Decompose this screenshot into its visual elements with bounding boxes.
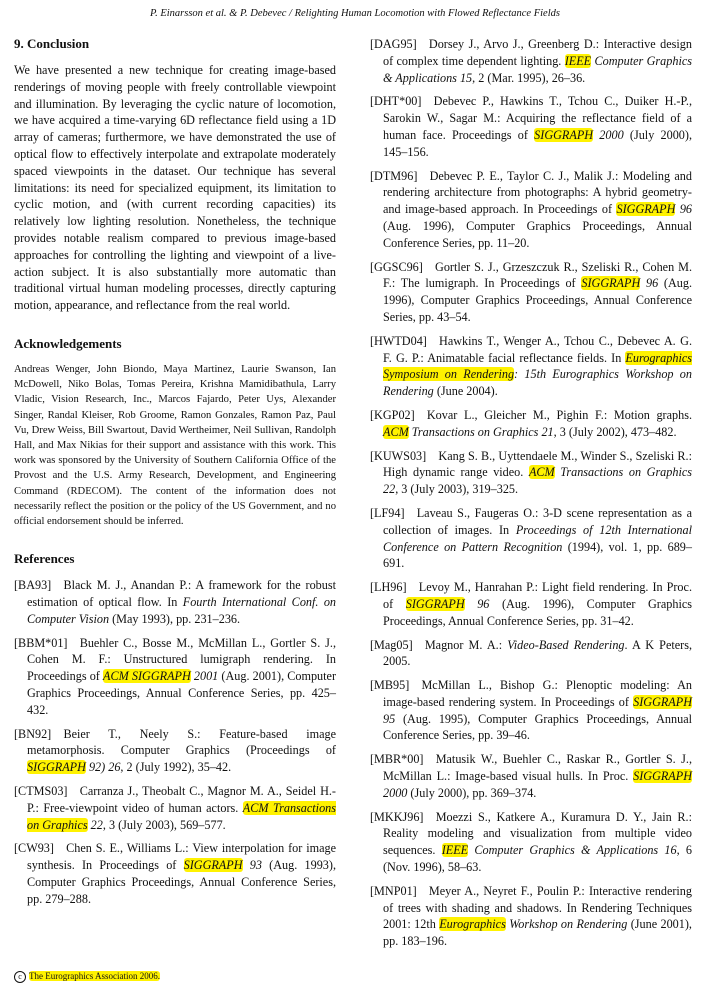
reference-details: (June 2001), pp. 183–196. [383, 917, 692, 949]
highlighted-venue: SIGGRAPH [633, 769, 692, 784]
reference-text: Laveau S., Faugeras O.: 3-D scene representation as a collection of images. In [383, 505, 692, 537]
reference-list-left [14, 577, 336, 907]
reference-details: (June 2004). [433, 384, 498, 399]
reference-entry [370, 407, 692, 441]
reference-key: [MKKJ96] [370, 809, 424, 824]
reference-key: [KUWS03] [370, 448, 427, 463]
right-column [370, 36, 692, 957]
left-column [14, 36, 336, 915]
reference-venue: Transactions on Graphics 21 [408, 424, 554, 439]
reference-details: (Aug. 1995), Computer Graphics Proceedings, Annual Conference Series, pp. 39–46. [383, 711, 692, 743]
reference-venue: 96 [675, 202, 693, 217]
highlighted-venue: ACM Transactions on Graphics [27, 800, 336, 832]
references-heading: References [14, 551, 75, 567]
acknowledgements-text: Andreas Wenger, John Biondo, Maya Martinez, Laurie Swanson, Ian McDowell, Niko Bolas, Tomas Pereira, Krishna Mamidibathula, Larry Vladic, Vision Research, Inc., Marcos Fajardo, Peter Uys, Alexander Singer, Randal Kleiser, Rob Groome, Ramon Gonzales, Ramon Paz, Paul Vu, Drew Weiss, Bill Swartout, David Wertheimer, Neil Sullivan, Randolph Hall, and Max Nikias for their support and assistance with this work. This work was sponsored by the University of Southern California Office of the Provost and the U.S. Army Research, Development, and Engineering Command (RDECOM). The content of the information does not necessarily reflect the position or the policy of the US Government, and no official endorsement should be inferred. [14, 363, 336, 527]
reference-text: Carranza J., Theobalt C., Magnor M. A., Seidel H.-P.: Free-viewpoint video of human actors. [27, 783, 336, 815]
reference-text: Hawkins T., Wenger A., Tchou C., Debevec A. G. F. G. P.: Animatable facial reflectance fields. In [383, 333, 692, 365]
highlighted-venue: IEEE [564, 53, 592, 68]
reference-key: [DHT*00] [370, 94, 422, 109]
reference-text: Debevec P. E., Taylor C. J., Malik J.: Modeling and rendering architecture from photographs: A hybrid geometry- and image-based approach. In Proceedings of [383, 168, 692, 217]
conclusion-heading: 9. Conclusion [14, 36, 90, 51]
reference-text: Kovar L., Gleicher M., Pighin F.: Motion graphs. [426, 407, 692, 422]
reference-entry [370, 677, 692, 744]
reference-entry [14, 840, 336, 907]
reference-venue: 93 [242, 858, 262, 873]
footer-text: The Eurographics Association 2006. [29, 971, 160, 981]
reference-text: Gortler S. J., Grzeszczuk R., Szeliski R., Cohen M. F.: The lumigraph. In Proceedings of [383, 259, 692, 291]
reference-entry [14, 783, 336, 833]
reference-text: Debevec P., Hawkins T., Tchou C., Duiker H.-P., Sarokin W., Sagar M.: Acquiring the reflectance field of a human face. Proceedings of [383, 94, 692, 142]
reference-entry [370, 505, 692, 572]
reference-details: (July 2000), pp. 369–374. [407, 785, 537, 800]
reference-text: Meyer A., Neyret F., Poulin P.: Interactive rendering of trees with shading and shadows. In Rendering Techniques 2001: 12th [383, 883, 692, 932]
acknowledgements-heading: Acknowledgements [14, 335, 122, 351]
reference-text: Kang S. B., Uyttendaele M., Winder S., Szeliski R.: High dynamic range video. [383, 448, 692, 480]
copyright-icon: c [14, 971, 26, 983]
reference-entry [370, 259, 692, 326]
reference-venue: 2000 [383, 785, 408, 800]
highlighted-venue: Eurographics Symposium on Rendering [383, 350, 692, 382]
reference-venue: Workshop on Rendering [505, 917, 628, 932]
reference-entry [370, 168, 692, 252]
reference-text: Beier T., Neely S.: Feature-based image metamorphosis. Computer Graphics (Proceedings of [27, 726, 336, 758]
reference-details: , 3 (July 2002), 473–482. [553, 424, 677, 439]
reference-entry [370, 809, 692, 876]
reference-text: Moezzi S., Katkere A., Kuramura D. Y., Jain R.: Reality modeling and visualization from multiple video sequences. [383, 809, 692, 858]
highlighted-venue: SIGGRAPH [633, 694, 692, 709]
reference-text: McMillan L., Bishop G.: Plenoptic modeling: An image-based rendering system. In Proceedings of [383, 678, 692, 709]
reference-details: (Aug. 1996), Computer Graphics Proceedings, Annual Conference Series, pp. 43–54. [383, 276, 692, 324]
reference-venue: 96 [464, 596, 490, 611]
reference-text: Buehler C., Bosse M., McMillan L., Gortler S. J., Cohen M. F.: Unstructured lumigraph rendering. In Proceedings of [27, 635, 336, 684]
reference-key: [GGSC96] [370, 259, 423, 274]
reference-details: (July 2000), 145–156. [383, 127, 692, 159]
reference-venue: Computer Graphics & Applications 16 [468, 843, 677, 858]
reference-venue: 2001 [190, 669, 219, 684]
reference-venue: Proceedings of 12th International Conference on Pattern Recognition [383, 522, 692, 554]
reference-venue: 92) 26 [85, 760, 121, 775]
reference-details: (Aug. 1996), Computer Graphics Proceedings, Annual Conference Series, pp. 31–42. [383, 596, 692, 628]
reference-key: [MB95] [370, 678, 410, 693]
highlighted-venue: ACM [528, 465, 555, 480]
reference-key: [HWTD04] [370, 333, 427, 348]
reference-details: (Aug. 2001), Computer Graphics Proceedings, Annual Conference Series, pp. 425–432. [27, 669, 337, 717]
reference-venue: Fourth International Conf. on Computer Vision [27, 594, 337, 626]
reference-entry [14, 726, 336, 776]
reference-key: [Mag05] [370, 637, 413, 652]
reference-key: [BA93] [14, 578, 52, 593]
highlighted-venue: ACM SIGGRAPH [103, 669, 191, 684]
reference-details: , 2 (July 1992), 35–42. [120, 760, 232, 775]
reference-entry [370, 637, 692, 671]
reference-key: [MBR*00] [370, 752, 424, 767]
reference-key: [KGP02] [370, 407, 415, 422]
highlighted-venue: Eurographics [439, 917, 506, 932]
reference-venue: 95 [383, 711, 396, 726]
reference-entry [370, 448, 692, 498]
reference-key: [BBM*01] [14, 635, 68, 650]
copyright-footer [14, 971, 160, 983]
conclusion-text: We have presented a new technique for creating image-based renderings of moving people with freely controllable viewpoint and illumination. By leveraging the cyclic nature of locomotion, we have acquired a time-varying 6D reflectance field using a 1D array of cameras; furthermore, we have demonstrated the use of optical flow to effectively interpolate and extrapolate moderately spaced viewpoints in the dataset. Our technique has several limitations: its need for specialized equipment, its limitation to cyclic motion, and (with current recording capacities) its relatively low lighting resolution. Nonetheless, the technique provides notable realism compared to previous image-based approaches for controlling the lighting and viewpoint of a live-action subject. It is also substantially more automatic than traditional virtual human modeling processes, directly capturing motion, appearance, and reflectance from the real world. [14, 63, 336, 313]
reference-venue: Computer Graphics & Applications 15 [383, 53, 692, 85]
reference-details: , 3 (July 2003), 569–577. [102, 817, 226, 832]
reference-details: (Aug. 1996), Computer Graphics Proceedings, Annual Conference Series, pp. 11–20. [383, 218, 692, 250]
highlighted-venue: ACM [383, 424, 409, 439]
highlighted-venue: SIGGRAPH [183, 858, 243, 873]
reference-text: Dorsey J., Arvo J., Greenberg D.: Interactive design of complex time dependent lighting. [383, 37, 692, 68]
reference-entry [370, 883, 692, 950]
reference-text: Matusik W., Buehler C., Raskar R., Gortler S. J., McMillan L.: Image-based visual hulls. In Proc. [383, 752, 692, 784]
running-header: P. Einarsson et al. & P. Debevec / Relighting Human Locomotion with Flowed Reflectance Fields [150, 8, 560, 19]
reference-text: Levoy M., Hanrahan P.: Light field rendering. In Proc. of [383, 580, 692, 611]
reference-entry [14, 577, 336, 627]
reference-list-right [370, 36, 692, 950]
reference-details: , 6 (Nov. 1996), 58–63. [383, 843, 693, 875]
reference-key: [LH96] [370, 580, 407, 595]
reference-entry [370, 36, 692, 86]
reference-details: (May 1993), pp. 231–236. [109, 611, 241, 626]
highlighted-venue: SIGGRAPH [405, 596, 465, 611]
reference-venue: 96 [640, 276, 659, 291]
reference-key: [MNP01] [370, 883, 417, 898]
reference-venue: Video-Based Rendering [507, 637, 625, 652]
reference-venue: 2000 [593, 127, 624, 142]
reference-details: (1994), vol. 1, pp. 689–691. [383, 539, 692, 571]
reference-venue: 22 [87, 817, 103, 832]
highlighted-venue: SIGGRAPH [27, 760, 86, 775]
reference-key: [CW93] [14, 841, 54, 856]
reference-details: , 2 (Mar. 1995), 26–36. [472, 70, 586, 85]
reference-venue: Transactions on Graphics 22 [383, 465, 693, 497]
reference-text: Black M. J., Anandan P.: A framework for the robust estimation of optical flow. In [27, 578, 336, 609]
reference-venue: : 15th Eurographics Workshop on Rendering [383, 367, 692, 399]
reference-entry [370, 93, 692, 160]
reference-key: [DAG95] [370, 37, 417, 51]
reference-details: . A K Peters, 2005. [383, 637, 693, 669]
reference-key: [CTMS03] [14, 783, 68, 798]
highlighted-venue: SIGGRAPH [581, 276, 641, 291]
highlighted-venue: IEEE [441, 843, 469, 858]
reference-key: [DTM96] [370, 168, 418, 183]
reference-details: , 3 (July 2003), 319–325. [395, 482, 519, 497]
highlighted-venue: SIGGRAPH [534, 127, 594, 142]
highlighted-venue: SIGGRAPH [616, 202, 676, 217]
reference-entry [14, 635, 336, 719]
reference-details: (Aug. 1993), Computer Graphics Proceedings, Annual Conference Series, pp. 279–288. [27, 858, 337, 906]
reference-text: Magnor M. A.: [424, 637, 508, 652]
reference-entry [370, 751, 692, 801]
reference-entry [370, 579, 692, 629]
reference-key: [BN92] [14, 726, 52, 741]
reference-entry [370, 333, 692, 400]
reference-text: Chen S. E., Williams L.: View interpolation for image synthesis. In Proceedings of [27, 841, 336, 873]
reference-key: [LF94] [370, 505, 405, 520]
